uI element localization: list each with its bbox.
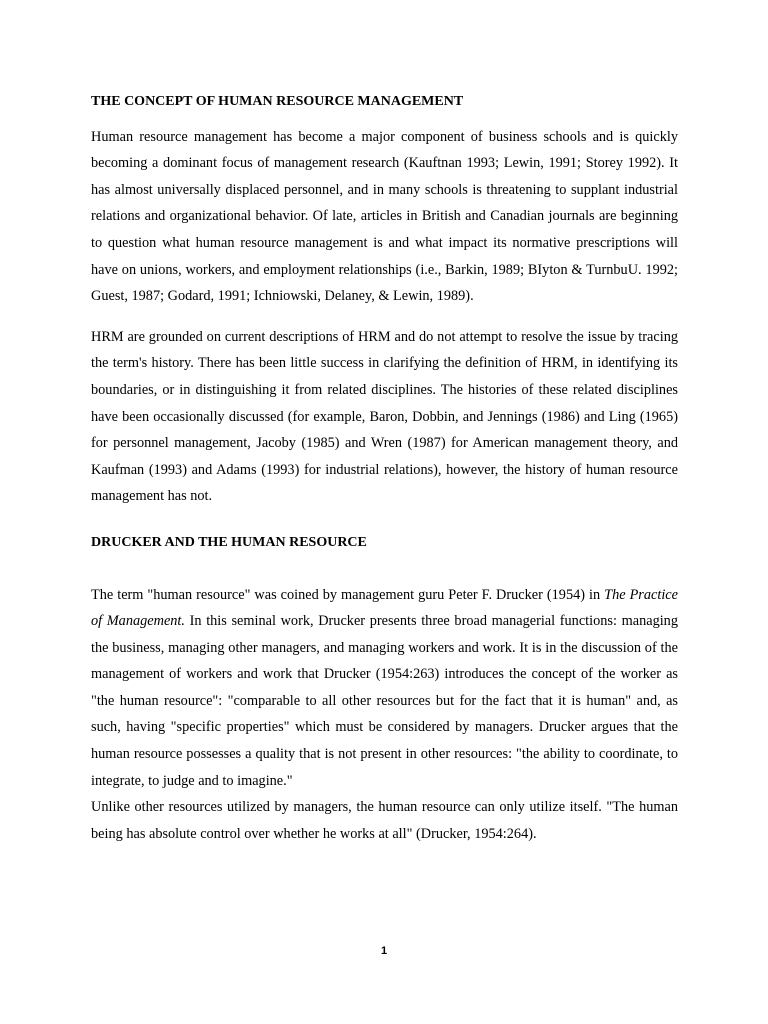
spacer: [91, 557, 678, 582]
spacer: [91, 310, 678, 324]
paragraph-drucker-term: [91, 582, 678, 795]
spacer: [91, 510, 678, 530]
paragraph-drucker-term-end: In this seminal work, Drucker presents three broad managerial functions: managing the business, managing other managers, and managing workers and work. It is in the discussion of the management of workers and work that Drucker (1954:263) introduces the concept of the worker as "the human resource": "comparable to all other resources but for the fact that it is human" and, as such, having "specific properties" which must be considered by managers. Drucker argues that the human resource possesses a quality that is not present in other resources: "the ability to coordinate, to integrate, to judge and to imagine.": [91, 613, 678, 789]
section-heading-drucker: DRUCKER AND THE HUMAN RESOURCE: [91, 534, 367, 550]
paragraph-hrm-introduction: Human resource management has become a major component of business schools and is quickly becoming a dominant focus of management research (Kauftnan 1993; Lewin, 1991; Storey 1992). It has almost universally displaced personnel, and in many schools is threatening to supplant industrial relations and organizational behavior. Of late, articles in British and Canadian journals are beginning to question what human resource management is and what impact its normative prescriptions will have on unions, workers, and employment relationships (i.e., Barkin, 1989; BIyton & TurnbuU. 1992; Guest, 1987; Godard, 1991; Ichniowski, Delaney, & Lewin, 1989).: [91, 128, 678, 305]
paragraph-human-resource-control: Unlike other resources utilized by managers, the human resource can only utilize itself. "The human being has absolute control over whether he works at all" (Drucker, 1954:264).: [91, 799, 678, 842]
paragraph-drucker-term-start: The term "human resource" was coined by management guru Peter F. Drucker (1954) in: [91, 586, 605, 603]
book-title: The Practice of Management.: [91, 586, 678, 630]
page-number: 1: [380, 945, 388, 957]
paragraph-hrm-history: HRM are grounded on current descriptions of HRM and do not attempt to resolve the issue by tracing the term's history. There has been little success in clarifying the definition of HRM, in identifying its boundaries, or in distinguishing it from related disciplines. The histories of these related disciplines have been occasionally discussed (for example, Baron, Dobbin, and Jennings (1986) and Ling (1965) for personnel management, Jacoby (1985) and Wren (1987) for American management theory, and Kaufman (1993) and Adams (1993) for industrial relations), however, the history of human resource management has not.: [91, 328, 678, 505]
section-heading-hrm-concept: THE CONCEPT OF HUMAN RESOURCE MANAGEMENT: [91, 94, 464, 109]
spacer: [91, 116, 678, 124]
document-body: [91, 89, 678, 847]
